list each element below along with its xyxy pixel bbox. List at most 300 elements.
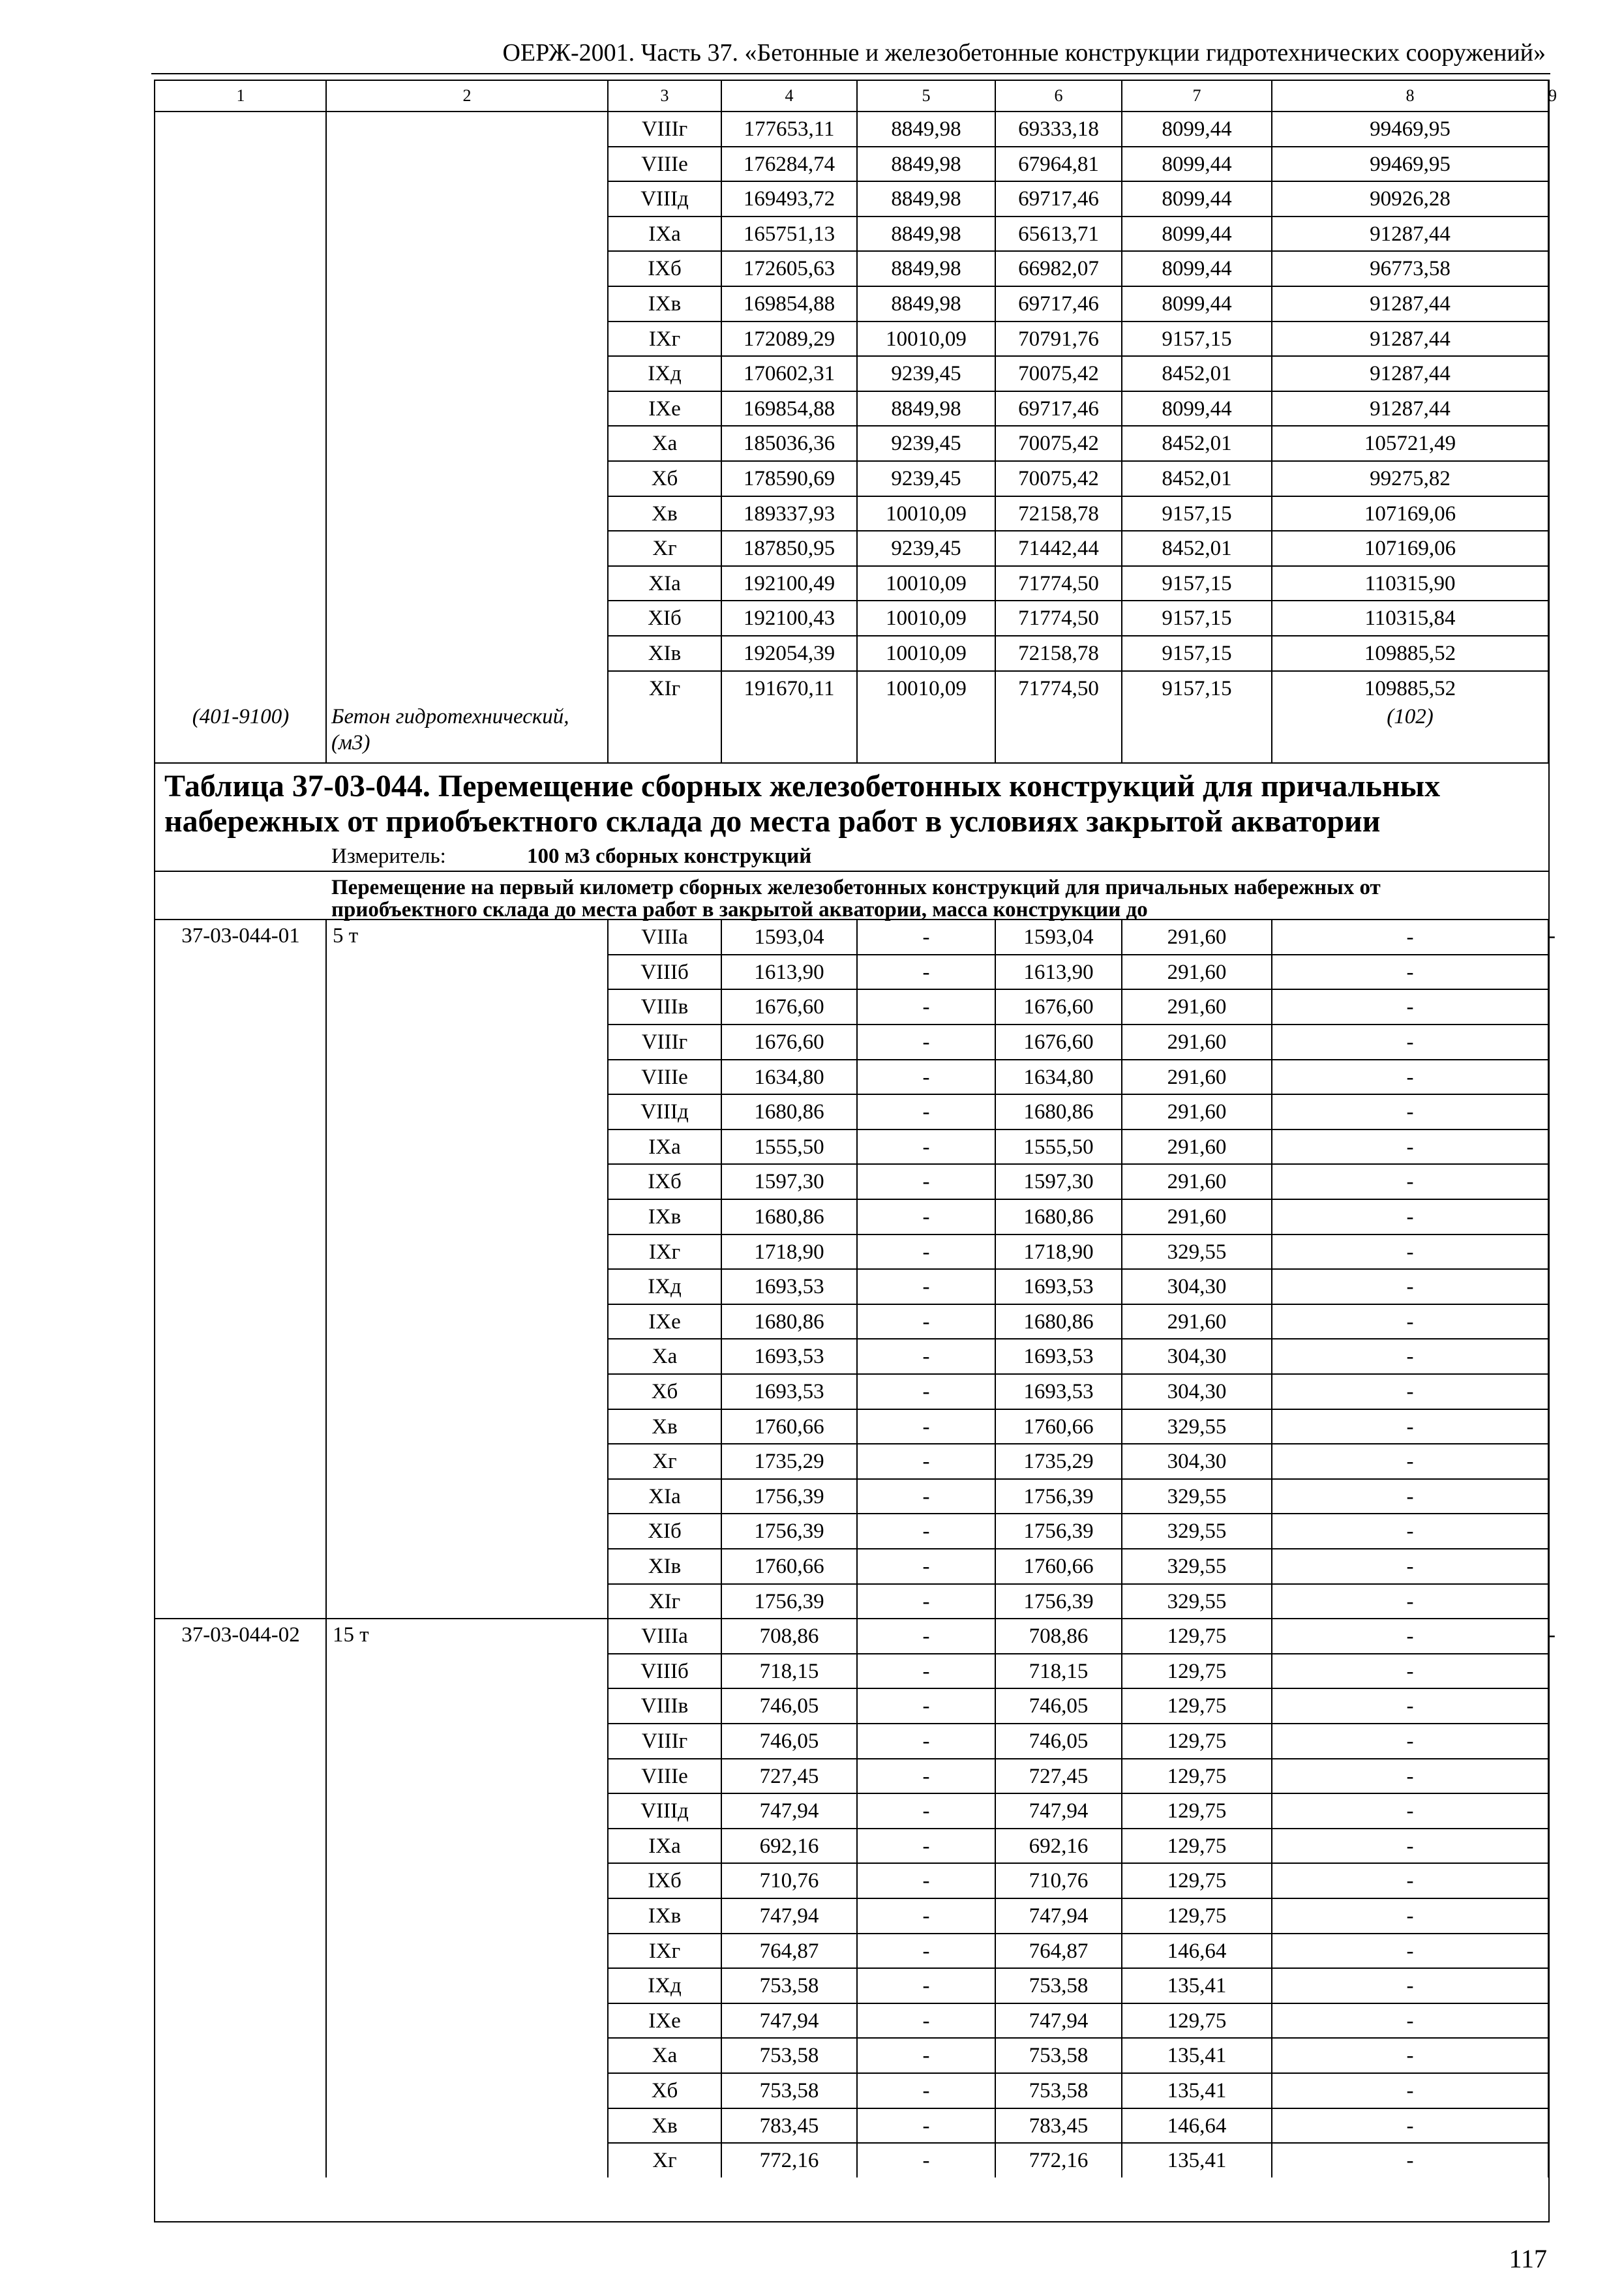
table-cell: 146,64 <box>1167 2114 1227 2138</box>
material-unit: (м3) <box>331 731 370 755</box>
column-rule <box>325 81 327 762</box>
table-cell: - <box>1406 925 1414 950</box>
table-cell: 71442,44 <box>1018 537 1099 561</box>
table-cell: - <box>922 1939 930 1963</box>
table-cell: 8849,98 <box>891 292 961 316</box>
table-cell: VIIIе <box>641 1065 688 1089</box>
table-cell: - <box>1406 1659 1414 1683</box>
section-description: Перемещение на первый километр сборных железобетонных конструкций для причальных набережных от <box>331 876 1381 900</box>
table-cell: 129,75 <box>1167 1834 1227 1858</box>
table-cell: 753,58 <box>1029 2044 1089 2068</box>
table-cell: 1593,04 <box>1023 925 1094 950</box>
table-cell: - <box>1406 1205 1414 1229</box>
table-cell: 192100,43 <box>743 606 835 631</box>
table-cell: 91287,44 <box>1370 292 1451 316</box>
table-cell: Xа <box>652 1345 678 1369</box>
table-cell: 1634,80 <box>1023 1065 1094 1089</box>
table-cell: 9239,45 <box>891 362 961 386</box>
table-cell: - <box>1406 960 1414 984</box>
table-cell: 169854,88 <box>743 292 835 316</box>
table-cell: - <box>922 1484 930 1508</box>
table-cell: 129,75 <box>1167 1904 1227 1928</box>
table-cell: 96773,58 <box>1370 257 1451 281</box>
table-cell: - <box>1406 1694 1414 1718</box>
table-cell: 1555,50 <box>754 1135 824 1159</box>
table-cell: 1680,86 <box>754 1309 824 1334</box>
table-cell: 1680,86 <box>1023 1100 1094 1124</box>
table-cell: 304,30 <box>1167 1345 1227 1369</box>
table-cell: 8849,98 <box>891 396 961 421</box>
table-cell: VIIIб <box>640 1659 689 1683</box>
table-cell: - <box>922 1694 930 1718</box>
table-cell: 110315,84 <box>1364 606 1456 631</box>
mass-label: 5 т <box>333 924 359 948</box>
material-code: (401-9100) <box>192 705 290 729</box>
table-cell: 9239,45 <box>891 537 961 561</box>
column-number: 6 <box>1054 86 1063 105</box>
table-cell: - <box>922 1135 930 1159</box>
table-cell: 1680,86 <box>754 1205 824 1229</box>
table-cell: Xв <box>652 1414 678 1439</box>
table-cell: 91287,44 <box>1370 327 1451 351</box>
table-cell: 9157,15 <box>1162 606 1232 631</box>
table-cell: VIIIг <box>641 117 688 141</box>
table-cell: 329,55 <box>1167 1555 1227 1578</box>
table-cell: - <box>922 2009 930 2033</box>
table-cell: VIIIе <box>641 152 688 176</box>
table-cell: Xа <box>652 2044 678 2068</box>
table-cell: 329,55 <box>1167 1589 1227 1613</box>
table-cell: Xг <box>652 537 677 561</box>
table-cell: 10010,09 <box>886 327 967 351</box>
table-cell: - <box>922 1100 930 1124</box>
table-cell: 747,94 <box>1029 1904 1089 1928</box>
column-rule <box>325 1618 327 2177</box>
table-cell: 192054,39 <box>743 642 835 665</box>
table-cell: - <box>922 1309 930 1334</box>
table-cell: 291,60 <box>1167 1170 1227 1194</box>
table-cell: 69333,18 <box>1018 117 1099 141</box>
table-cell: - <box>1406 2009 1414 2033</box>
table-cell: - <box>922 2079 930 2102</box>
table-cell: VIIIв <box>640 1694 689 1718</box>
table-cell: 8849,98 <box>891 257 961 281</box>
column-number: 3 <box>660 86 669 105</box>
table-cell: IXб <box>648 1869 682 1893</box>
table-cell: 129,75 <box>1167 1764 1227 1788</box>
table-cell: - <box>922 1834 930 1858</box>
table-cell: 10010,09 <box>886 642 967 665</box>
table-cell: 66982,07 <box>1018 257 1099 281</box>
table-cell: - <box>1406 1799 1414 1823</box>
table-cell: 783,45 <box>1029 2114 1089 2138</box>
table-cell: 107169,06 <box>1364 501 1456 526</box>
table-cell: - <box>1406 1869 1414 1893</box>
table-cell: - <box>922 1345 930 1369</box>
rate-code: 37-03-044-02 <box>181 1623 300 1647</box>
table-cell: 1693,53 <box>1023 1275 1094 1299</box>
measure-rule <box>155 871 1548 872</box>
table-cell: 1718,90 <box>754 1240 824 1264</box>
table-cell: VIIIа <box>641 925 688 950</box>
table-cell: - <box>922 1205 930 1229</box>
table-cell: Xб <box>651 2079 678 2102</box>
table-cell: 172605,63 <box>743 257 835 281</box>
table-cell: IXв <box>648 292 682 316</box>
table-cell: - <box>922 1799 930 1823</box>
table-cell: - <box>922 1974 930 1998</box>
table-cell: - <box>1406 1240 1414 1264</box>
table-cell: 10010,09 <box>886 571 967 595</box>
table-cell: 9239,45 <box>891 467 961 490</box>
table-cell: - <box>922 995 930 1019</box>
table-cell: 291,60 <box>1167 995 1227 1019</box>
table-cell: 747,94 <box>759 1904 819 1928</box>
table-cell: 291,60 <box>1167 1135 1227 1159</box>
table-cell: - <box>1406 1030 1414 1054</box>
table-cell: 1718,90 <box>1023 1240 1094 1264</box>
table-cell: 10010,09 <box>886 676 967 700</box>
table-cell: 110315,90 <box>1364 571 1456 595</box>
table-cell: 105721,49 <box>1364 432 1456 456</box>
table-cell: IXб <box>648 1170 682 1194</box>
table-cell: 191670,11 <box>744 676 835 700</box>
column-rule <box>325 919 327 1618</box>
table-cell: 107169,06 <box>1364 537 1456 561</box>
table-cell: VIIIв <box>640 995 689 1019</box>
table-cell: 1634,80 <box>754 1065 824 1089</box>
table-cell: IXд <box>648 362 682 386</box>
table-cell: - <box>1406 1414 1414 1439</box>
table-cell: - <box>922 2114 930 2138</box>
table-cell: 177653,11 <box>744 117 835 141</box>
table-cell: VIIIд <box>640 1799 689 1823</box>
table-cell: 8099,44 <box>1162 117 1232 141</box>
table-cell: 783,45 <box>759 2114 819 2138</box>
table-cell: - <box>922 1729 930 1753</box>
table-cell: XIа <box>648 1484 681 1508</box>
table-cell: 9239,45 <box>891 432 961 456</box>
table-cell: 129,75 <box>1167 1624 1227 1649</box>
table-cell: 1676,60 <box>754 995 824 1019</box>
table-cell: 70075,42 <box>1018 362 1099 386</box>
table-cell: 129,75 <box>1167 2009 1227 2033</box>
table-cell: IXд <box>648 1275 682 1299</box>
table-cell: 69717,46 <box>1018 396 1099 421</box>
table-cell: 71774,50 <box>1018 571 1099 595</box>
table-cell: 304,30 <box>1167 1380 1227 1403</box>
table-cell: XIв <box>648 1555 682 1578</box>
table-cell: - <box>922 1275 930 1299</box>
table-cell: 109885,52 <box>1364 642 1456 665</box>
table-cell: IXб <box>648 257 682 281</box>
table-cell: 1756,39 <box>1023 1519 1094 1544</box>
table-cell: 70791,76 <box>1018 327 1099 351</box>
table-cell: - <box>1406 1065 1414 1089</box>
table-cell: 8849,98 <box>891 187 961 211</box>
table-cell: IXа <box>648 1834 681 1858</box>
table-cell: - <box>922 1450 930 1474</box>
material-name: Бетон гидротехнический, <box>331 705 569 729</box>
table-cell: - <box>1406 2149 1414 2173</box>
page-header: ОЕРЖ-2001. Часть 37. «Бетонные и железобетонные конструкции гидротехнических сооружений» <box>502 39 1546 67</box>
table-cell: Xг <box>652 2149 677 2173</box>
table-cell: 185036,36 <box>743 432 835 456</box>
table-cell: 764,87 <box>759 1939 819 1963</box>
table-cell: 72158,78 <box>1018 642 1099 665</box>
table-cell: VIIIб <box>640 960 689 984</box>
table-cell: 692,16 <box>759 1834 819 1858</box>
table-cell: IXе <box>648 1309 681 1334</box>
table-cell: 1693,53 <box>754 1345 824 1369</box>
table-cell: 692,16 <box>1029 1834 1089 1858</box>
table-cell: 1593,04 <box>754 925 824 950</box>
table-cell: - <box>922 1380 930 1403</box>
table-cell: VIIIд <box>640 1100 689 1124</box>
table-cell: 764,87 <box>1029 1939 1089 1963</box>
table-cell: 708,86 <box>759 1624 819 1649</box>
section-description-2: приобъектного склада до места работ в закрытой акватории, масса конструкции до <box>331 898 1148 922</box>
table-cell: 304,30 <box>1167 1275 1227 1299</box>
table-cell: - <box>922 1519 930 1544</box>
table-cell: 10010,09 <box>886 501 967 526</box>
table-cell: XIг <box>648 676 681 700</box>
table-cell: - <box>1406 1345 1414 1369</box>
table-cell: 1676,60 <box>754 1030 824 1054</box>
table-cell: 192100,49 <box>743 571 835 595</box>
table-cell: 747,94 <box>1029 2009 1089 2033</box>
table-cell: 69717,46 <box>1018 292 1099 316</box>
table-cell: - <box>1406 2079 1414 2102</box>
table-cell: 329,55 <box>1167 1484 1227 1508</box>
column-number: 5 <box>922 86 931 105</box>
table-cell: - <box>1406 1834 1414 1858</box>
table-cell: - <box>1406 1519 1414 1544</box>
measure-value: 100 м3 сборных конструкций <box>527 845 812 869</box>
table-cell: Xб <box>651 1380 678 1403</box>
table-cell: 99469,95 <box>1370 117 1451 141</box>
table-cell: 8452,01 <box>1162 467 1232 490</box>
table-cell: 727,45 <box>759 1764 819 1788</box>
table-cell: - <box>1406 1729 1414 1753</box>
table-cell: 8849,98 <box>891 222 961 246</box>
table-cell: 170602,31 <box>743 362 835 386</box>
table-cell: Xб <box>651 467 678 490</box>
table-cell: - <box>1406 1974 1414 1998</box>
table-cell: - <box>922 2149 930 2173</box>
table-cell: 8452,01 <box>1162 432 1232 456</box>
rate-code: 37-03-044-01 <box>181 924 300 948</box>
table-cell: XIа <box>648 571 681 595</box>
table-cell: - <box>1406 1450 1414 1474</box>
table-cell: VIIIе <box>641 1764 688 1788</box>
section-rule <box>155 762 1548 764</box>
table-cell: XIб <box>648 1519 682 1544</box>
table-cell: - <box>1406 1135 1414 1159</box>
table-cell: VIIIа <box>641 1624 688 1649</box>
table-cell: 135,41 <box>1167 2149 1227 2173</box>
table-cell: 304,30 <box>1167 1450 1227 1474</box>
table-cell: 1680,86 <box>1023 1309 1094 1334</box>
table-cell: 10010,09 <box>886 606 967 631</box>
table-cell: 129,75 <box>1167 1659 1227 1683</box>
table-cell: IXг <box>648 1939 681 1963</box>
material-qty: (102) <box>1387 705 1434 729</box>
table-cell: - <box>1406 1309 1414 1334</box>
table-cell: 1756,39 <box>754 1519 824 1544</box>
table-cell: 1756,39 <box>1023 1484 1094 1508</box>
table-cell: Xв <box>652 501 678 526</box>
table-cell: 71774,50 <box>1018 606 1099 631</box>
table-cell: 129,75 <box>1167 1694 1227 1718</box>
table-cell: 1676,60 <box>1023 995 1094 1019</box>
table-cell: 772,16 <box>759 2149 819 2173</box>
table-cell: 1756,39 <box>1023 1589 1094 1613</box>
table-cell: - <box>922 1764 930 1788</box>
table-cell: 747,94 <box>759 1799 819 1823</box>
table-cell: 70075,42 <box>1018 432 1099 456</box>
table-cell: 753,58 <box>1029 1974 1089 1998</box>
table-cell: 746,05 <box>759 1694 819 1718</box>
table-cell: 747,94 <box>759 2009 819 2033</box>
table-cell: - <box>922 1869 930 1893</box>
table-cell: 291,60 <box>1167 1030 1227 1054</box>
table-cell: 91287,44 <box>1370 222 1451 246</box>
table-cell: 291,60 <box>1167 960 1227 984</box>
table-cell: 129,75 <box>1167 1799 1227 1823</box>
table-cell: 8099,44 <box>1162 292 1232 316</box>
table-cell: 8099,44 <box>1162 257 1232 281</box>
table-cell: - <box>1406 2044 1414 2068</box>
table-cell: 135,41 <box>1167 1974 1227 1998</box>
column-number: 4 <box>785 86 794 105</box>
header-rule <box>151 73 1550 74</box>
table-cell: IXа <box>648 222 681 246</box>
table-cell: - <box>922 1589 930 1613</box>
table-cell: 135,41 <box>1167 2044 1227 2068</box>
table-cell: 1613,90 <box>754 960 824 984</box>
table-cell: 747,94 <box>1029 1799 1089 1823</box>
table-cell: - <box>1406 1484 1414 1508</box>
table-cell: 91287,44 <box>1370 396 1451 421</box>
table-cell: 1756,39 <box>754 1589 824 1613</box>
table-cell: 176284,74 <box>743 152 835 176</box>
table-cell: 710,76 <box>1029 1869 1089 1893</box>
table-cell: 67964,81 <box>1018 152 1099 176</box>
table-title-2: набережных от приобъектного склада до места работ в условиях закрытой акватории <box>164 804 1381 839</box>
table-cell: - <box>1406 1275 1414 1299</box>
table-cell: 91287,44 <box>1370 362 1451 386</box>
table-cell: 1680,86 <box>1023 1205 1094 1229</box>
table-cell: 1597,30 <box>1023 1170 1094 1194</box>
table-cell: 718,15 <box>1029 1659 1089 1683</box>
table-cell: 291,60 <box>1167 1205 1227 1229</box>
table-cell: 9157,15 <box>1162 642 1232 665</box>
table-cell: 1693,53 <box>1023 1380 1094 1403</box>
table-cell: 291,60 <box>1167 1065 1227 1089</box>
table-cell: 1756,39 <box>754 1484 824 1508</box>
table-cell: 135,41 <box>1167 2079 1227 2102</box>
table-cell: 8452,01 <box>1162 537 1232 561</box>
table-cell: 753,58 <box>759 2044 819 2068</box>
table-cell: - <box>922 2044 930 2068</box>
table-cell: 146,64 <box>1167 1939 1227 1963</box>
table-cell: - <box>922 925 930 950</box>
table-cell: - <box>1406 1624 1414 1649</box>
table-cell: - <box>1406 995 1414 1019</box>
table-cell: IXг <box>648 327 681 351</box>
column-number: 2 <box>462 86 472 105</box>
table-cell: 187850,95 <box>743 537 835 561</box>
table-cell: 746,05 <box>1029 1729 1089 1753</box>
table-cell: - <box>922 1904 930 1928</box>
table-cell: 708,86 <box>1029 1624 1089 1649</box>
table-cell: IXв <box>648 1904 682 1928</box>
table-cell: IXе <box>648 396 681 421</box>
table-cell: 291,60 <box>1167 925 1227 950</box>
table-cell: - <box>1406 1589 1414 1613</box>
table-cell: 8099,44 <box>1162 187 1232 211</box>
table-cell: 746,05 <box>759 1729 819 1753</box>
table-cell: 1693,53 <box>1023 1345 1094 1369</box>
table-title: Таблица 37-03-044. Перемещение сборных железобетонных конструкций для причальных <box>164 769 1441 804</box>
table-cell: 1760,66 <box>754 1414 824 1439</box>
table-cell: 169854,88 <box>743 396 835 421</box>
table-cell: 329,55 <box>1167 1414 1227 1439</box>
table-cell: 753,58 <box>759 2079 819 2102</box>
table-cell: - <box>1406 1555 1414 1578</box>
table-cell: 8099,44 <box>1162 222 1232 246</box>
table-cell: Xв <box>652 2114 678 2138</box>
column-number: 1 <box>236 86 245 105</box>
table-cell: 1760,66 <box>754 1555 824 1578</box>
table-cell: 165751,13 <box>743 222 835 246</box>
table-cell: 9157,15 <box>1162 501 1232 526</box>
table-cell: 1597,30 <box>754 1170 824 1194</box>
table-cell: 9157,15 <box>1162 327 1232 351</box>
column-number: 8 <box>1406 86 1415 105</box>
table-cell: 753,58 <box>759 1974 819 1998</box>
table-cell: 71774,50 <box>1018 676 1099 700</box>
table-cell: 1693,53 <box>754 1380 824 1403</box>
table-cell: VIIIг <box>641 1729 688 1753</box>
table-cell: 753,58 <box>1029 2079 1089 2102</box>
table-cell: 70075,42 <box>1018 467 1099 490</box>
table-cell: - <box>1406 1904 1414 1928</box>
table-cell: 129,75 <box>1167 1869 1227 1893</box>
table-cell: IXг <box>648 1240 681 1264</box>
table-cell: 329,55 <box>1167 1519 1227 1544</box>
table-cell: IXв <box>648 1205 682 1229</box>
table-cell: - <box>922 1624 930 1649</box>
table-cell: 1735,29 <box>1023 1450 1094 1474</box>
table-cell: 1735,29 <box>754 1450 824 1474</box>
table-cell: 746,05 <box>1029 1694 1089 1718</box>
table-cell: 65613,71 <box>1018 222 1099 246</box>
table-cell: - <box>922 960 930 984</box>
table-cell: 172089,29 <box>743 327 835 351</box>
column-rule <box>1548 919 1549 2177</box>
table-cell: 129,75 <box>1167 1729 1227 1753</box>
table-cell: - <box>922 1030 930 1054</box>
table-cell: 1676,60 <box>1023 1030 1094 1054</box>
table-cell: 1613,90 <box>1023 960 1094 984</box>
table-cell: 727,45 <box>1029 1764 1089 1788</box>
price-table: 1 2 3 4 5 6 7 8 9 VIIIг 177653,11 8849,98 69333,18 8099,44 99469,95 VIIIе 176284,74 8849,98 67964,81 8099,44 99469,95 VIIIд 169493,72 8849,98 69717,46 8099,44 90926,28 IXа 165751,13 8849,98 65613,71 8099,44 91287,44 IXб 172605,63 8849,98 66982,07 8099,44 96773,58 IXв 169854,88 8849,98 69717,46 8099,44 91287,44 IXг 172089,29 10010,09 70791,76 9157,15 91287,44 IXд 170602,31 9239,45 70075,42 8452,01 91287,44 IXе 169854,88 8849,98 69717,46 8099,44 91287,44 Xа 185036,36 9239,45 70075,42 8452,01 105721,49 Xб 178590,69 9239,45 70075,42 8452,01 99275,82 Xв 189337,93 10010,09 72158,78 9157,15 107169,06 Xг 187850,95 9239,45 71442,44 8452,01 107169,06 XIа 192100,49 10010,09 71774,50 9157,15 110315,90 XIб 192100,43 10010,09 71774,50 9157,15 110315,84 XIв 192054,39 10010,09 72158,78 9157,15 109885,52 XIг 191670,11 10010,09 71774,50 9157,15 109885,52 (401-9100) Бетон гидротехнический, (м3) (102) Таблица 37-03-044. Перемещение сборных железобетонных конструкций для причальных набережных от приобъектного склада до места работ в условиях закрытой акватории Измеритель: 100 м3 сборных конструкций Перемещение на первый километр сборных железобетонных конструкций для причальных набережных от приобъектного склада до места работ в закрытой акватории, масса конструкции до 37-03-044-01 5 т - VIIIа 1593,04 - 1593,04 291,60 - VIIIб 1613,90 - 1613,90 291,60 - VIIIв 1676,60 - 1676,60 291,60 - VIIIг 1676,60 - 1676,60 291,60 - VIIIе 1634,80 - 1634,80 291,60 - VIIIд 1680,86 - 1680,86 291,60 - IXа 1555,50 - 1555,50 291,60 - IXб 1597,30 - 1597,30 291,60 - IXв 1680,86 - 1680,86 291,60 - IXг 1718,90 - 1718,90 329,55 - IXд 1693,53 - 1693,53 304,30 - IXе 1680,86 - 1680,86 291,60 - Xа 1693,53 - 1693,53 304,30 - Xб 1693,53 - 1693,53 304,30 - Xв 1760,66 - 1760,66 329,55 - Xг 1735,29 - 1735,29 304,30 - XIа 1756,39 - 1756,39 329,55 - XIб 1756,39 - 1756,39 329,55 - XIв 1760,66 - 1760,66 329,55 - XIг 1756,39 - 1756,39 329,55 - 37-03-044-02 15 т - VIIIа 708,86 - 708,86 129,75 - VIIIб 718,15 - 718,15 129,75 - VIIIв 746,05 - 746,05 129,75 - VIIIг 746,05 - 746,05 129,75 - VIIIе 727,45 - 727,45 129,75 - VIIIд 747,94 - 747,94 129,75 - IXа 692,16 - 692,16 129,75 - IXб 710,76 - 710,76 129,75 - IXв 747,94 - 747,94 129,75 - IXг 764,87 - 764,87 146,64 - IXд 753,58 - 753,58 135,41 - IXе 747,94 - 747,94 129,75 - Xа 753,58 - 753,58 135,41 - Xб 753,58 - 753,58 135,41 - Xв 783,45 - 783,45 146,64 - Xг 772,16 - 772,16 135,41 - <box>154 80 1550 2222</box>
table-cell: Xа <box>652 432 678 456</box>
table-cell: 8099,44 <box>1162 152 1232 176</box>
table-cell: - <box>922 1240 930 1264</box>
